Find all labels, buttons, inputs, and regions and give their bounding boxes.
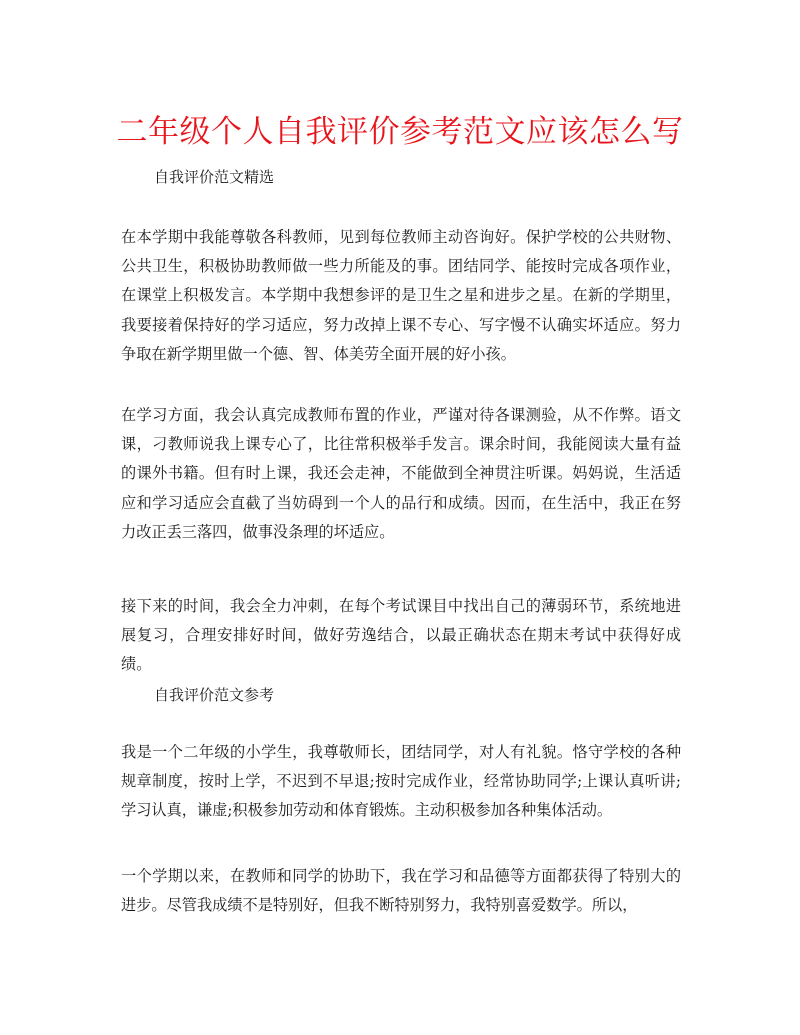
paragraph-5: 一个学期以来，在教师和同学的协助下，我在学习和品德等方面都获得了特别大的进步。尽管我成绩不是特别好，但我不断特别努力，我特别喜爱数学。所以，: [121, 867, 681, 915]
document-title: 二年级个人自我评价参考范文应该怎么写: [116, 114, 684, 150]
paragraph-1: 在本学期中我能尊敬各科教师，见到每位教师主动咨询好。保护学校的公共财物、公共卫生，积极协助教师做一些力所能及的事。团结同学、能按时完成各项作业，在课堂上积极发言。本学期中我想参评的是卫生之星和进步之星。在新的学期里，我要接着保持好的学习适应，努力改掉上课不专心、写字慢不认确实坏适应。努力争取在新学期里做一个德、智、体美劳全面开展的好小孩。: [121, 228, 681, 363]
paragraph-4: 我是一个二年级的小学生，我尊敬师长，团结同学，对人有礼貌。恪守学校的各种规章制度，按时上学，不迟到不早退;按时完成作业，经常协助同学;上课认真听讲;学习认真，谦虚;积极参加劳动和体育锻炼。主动积极参加各种集体活动。: [121, 743, 681, 820]
section-heading-reference: 自我评价范文参考: [154, 686, 275, 704]
paragraph-3: 接下来的时间，我会全力冲刺，在每个考试课目中找出自己的薄弱环节，系统地进展复习，合理安排好时间，做好劳逸结合，以最正确状态在期末考试中获得好成绩。: [121, 597, 681, 674]
paragraph-2: 在学习方面，我会认真完成教师布置的作业，严谨对待各课测验，从不作弊。语文课，刁教师说我上课专心了，比往常积极举手发言。课余时间，我能阅读大量有益的课外书籍。但有时上课，我还会走神，不能做到全神贯注听课。妈妈说，生活适应和学习适应会直截了当妨碍到一个人的品行和成绩。因而，在生活中，我正在努力改正丢三落四，做事没条理的坏适应。: [121, 406, 681, 541]
section-heading-selected: 自我评价范文精选: [154, 168, 275, 186]
